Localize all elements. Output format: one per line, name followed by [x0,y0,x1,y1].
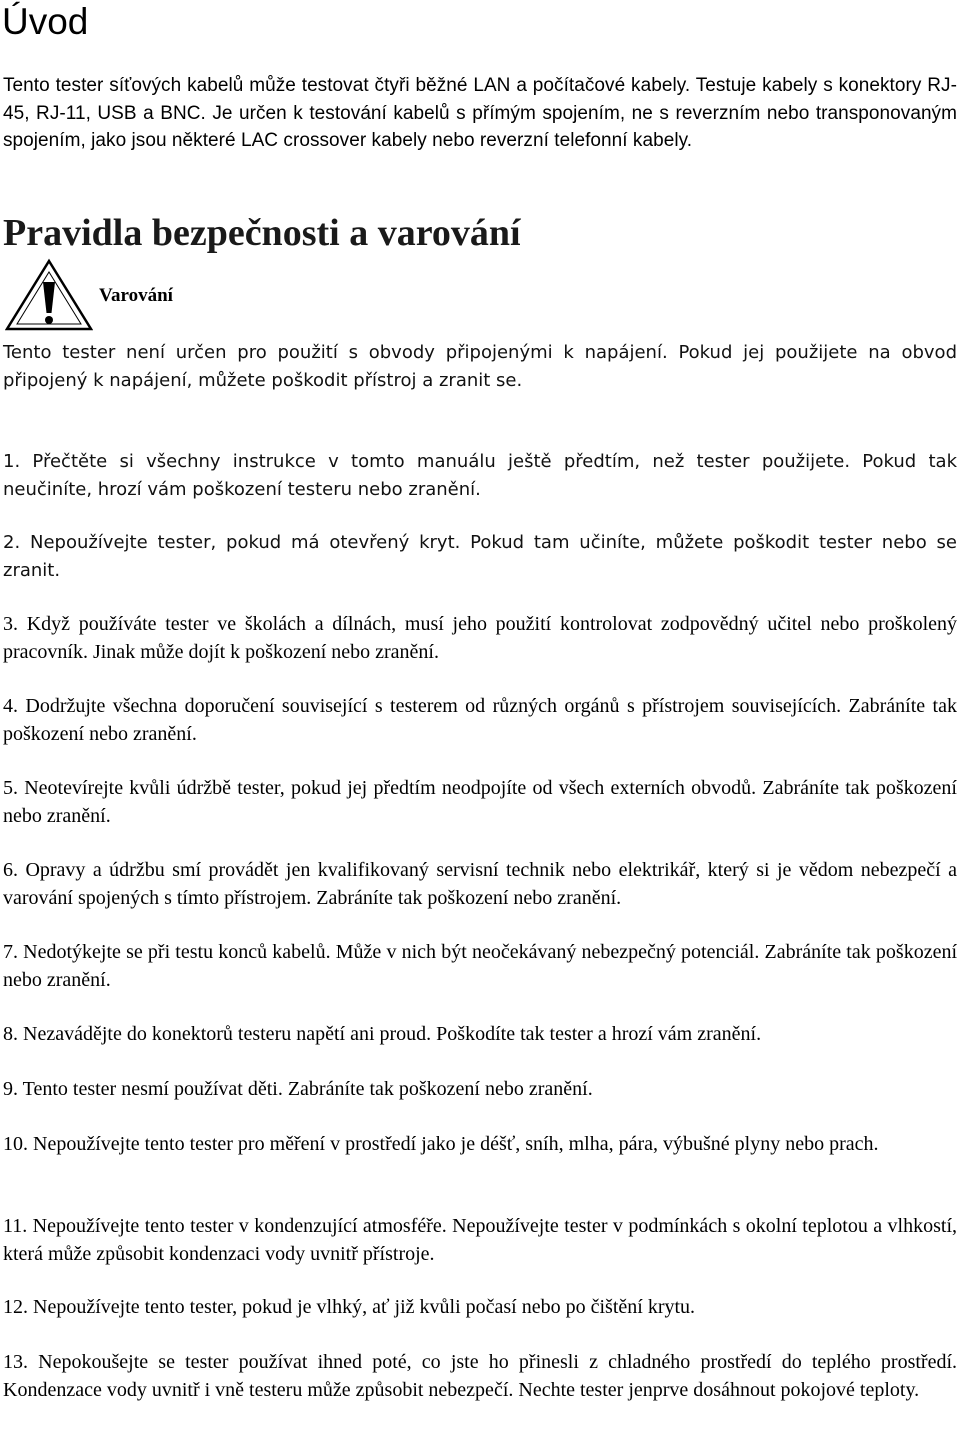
warning-triangle-icon [5,258,93,332]
safety-rule-12: 12. Nepoužívejte tento tester, pokud je vlhký, ať již kvůli počasí nebo po čištění krytu. [3,1296,696,1318]
page-title: Úvod [2,1,89,42]
intro-paragraph: Tento tester síťových kabelů může testovat čtyři běžné LAN a počítačové kabely. Testuje kabely s konektory RJ-45, RJ-11, USB a BNC. Je určen k testování kabelů s přímým spojením, ne s reverzním nebo transponovaným spojením, jako jsou některé LAC crossover kabely nebo reverzní telefonní kabely. [3,75,957,151]
safety-rule-1: 1. Přečtěte si všechny instrukce v tomto manuálu ještě předtím, než tester použijete. Pokud tak neučiníte, hrozí vám poškození testeru nebo zranění. [3,451,957,500]
safety-rule-13: 13. Nepokoušejte se tester používat ihned poté, co jste ho přinesli z chladného prostředí do teplého prostředí. Kondenzace vody uvnitř i vně testeru může způsobit nebezpečí. Nechte tester jenprve dosáhnout pokojové teploty. [3,1351,957,1401]
safety-rule-6: 6. Opravy a údržbu smí provádět jen kvalifikovaný servisní technik nebo elektrikář, který si je vědom nebezpečí a varování spojených s tímto přístrojem. Zabráníte tak poškození nebo zranění. [3,859,957,909]
safety-heading: Pravidla bezpečnosti a varování [3,212,521,254]
safety-rule-11: 11. Nepoužívejte tento tester v kondenzující atmosféře. Nepoužívejte tester v podmínkách s okolní teplotou a vlhkostí, která může způsobit kondenzaci vody uvnitř přístroje. [3,1215,957,1265]
safety-rule-7: 7. Nedotýkejte se při testu konců kabelů. Může v nich být neočekávaný nebezpečný potenciál. Zabráníte tak poškození nebo zranění. [3,941,957,991]
warning-label: Varování [99,285,173,306]
safety-rule-9: 9. Tento tester nesmí používat děti. Zabráníte tak poškození nebo zranění. [3,1078,593,1100]
safety-rule-5: 5. Neotevírejte kvůli údržbě tester, pokud jej předtím neodpojíte od všech externích obvodů. Zabráníte tak poškození nebo zranění. [3,777,957,827]
safety-rule-10: 10. Nepoužívejte tento tester pro měření v prostředí jako je déšť, sníh, mlha, pára, výbušné plyny nebo prach. [3,1133,879,1155]
safety-rule-2: 2. Nepoužívejte tester, pokud má otevřený kryt. Pokud tam učiníte, můžete poškodit tester nebo se zranit. [3,532,957,581]
safety-rule-3: 3. Když používáte tester ve školách a dílnách, musí jeho použití kontrolovat zodpovědný učitel nebo proškolený pracovník. Jinak může dojít k poškození nebo zranění. [3,613,957,663]
safety-rule-8: 8. Nezavádějte do konektorů testeru napětí ani proud. Poškodíte tak tester a hrozí vám zranění. [3,1023,762,1045]
safety-rule-4: 4. Dodržujte všechna doporučení související s testerem od různých orgánů s přístrojem souvisejících. Zabráníte tak poškození nebo zranění. [3,695,957,745]
warning-text: Tento tester není určen pro použití s obvody připojenými k napájení. Pokud jej použijete na obvod připojený k napájení, můžete poškodit přístroj a zranit se. [3,342,957,391]
